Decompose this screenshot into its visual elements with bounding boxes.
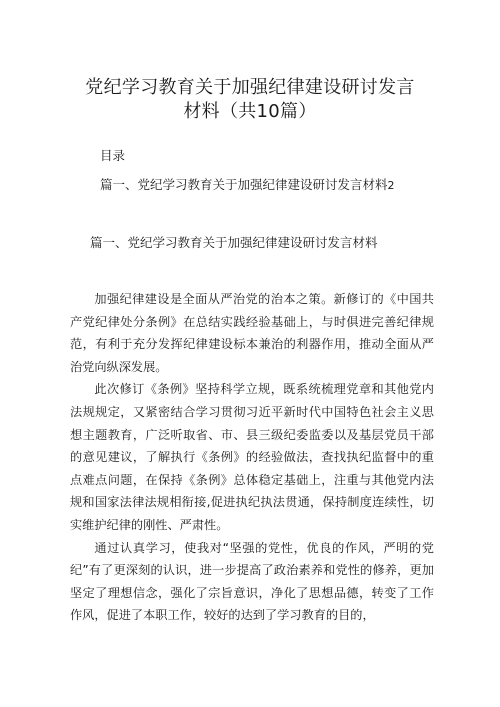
- toc-entry-page: 2: [387, 179, 395, 192]
- document-title-line-2: 材料（共10篇）: [183, 101, 317, 122]
- body-paragraph: 加强纪律建设是全面从严治党的治本之策。新修订的《中国共产党纪律处分条例》在总结实践经验基础上，与时俱进完善纪律规范，有利于充分发挥纪律建设标本兼治的利器作用，推动全面从严治党向纵深发展。: [70, 292, 434, 374]
- body-paragraph: 通过认真学习，使我对“坚强的党性，优良的作风，严明的党纪”有了更深刻的认识，进一步提高了政治素养和党性的修养，更加坚定了理想信念，强化了宗旨意识，净化了思想品德，转变了工作作风，促进了本职工作，较好的达到了学习教育的目的，: [70, 540, 434, 623]
- toc-heading: 目录: [100, 148, 126, 163]
- section-heading: 篇一、党纪学习教育关于加强纪律建设研讨发言材料: [90, 235, 378, 250]
- body-paragraph: 此次修订《条例》坚持科学立规，既系统梳理党章和其他党内法规规定，又紧密结合学习贯彻习近平新时代中国特色社会主义思想主题教育，广泛听取省、市、县三级纪委监委以及基层党员干部的意见建议，了解执行《条例》的经验做法，查找执纪监督中的重点难点问题，在保持《条例》总体稳定基础上，注重与其他党内法规和国家法律法规相衔接,促进执纪执法贯通，保持制度连续性，切实维护纪律的刚性、严肃性。: [70, 382, 434, 532]
- toc-entry-label: 篇一、党纪学习教育关于加强纪律建设研讨发言材料: [100, 177, 388, 192]
- document-title-line-1: 党纪学习教育关于加强纪律建设研讨发言: [85, 77, 415, 98]
- toc-entry[interactable]: [100, 176, 395, 195]
- body-text: [70, 288, 434, 627]
